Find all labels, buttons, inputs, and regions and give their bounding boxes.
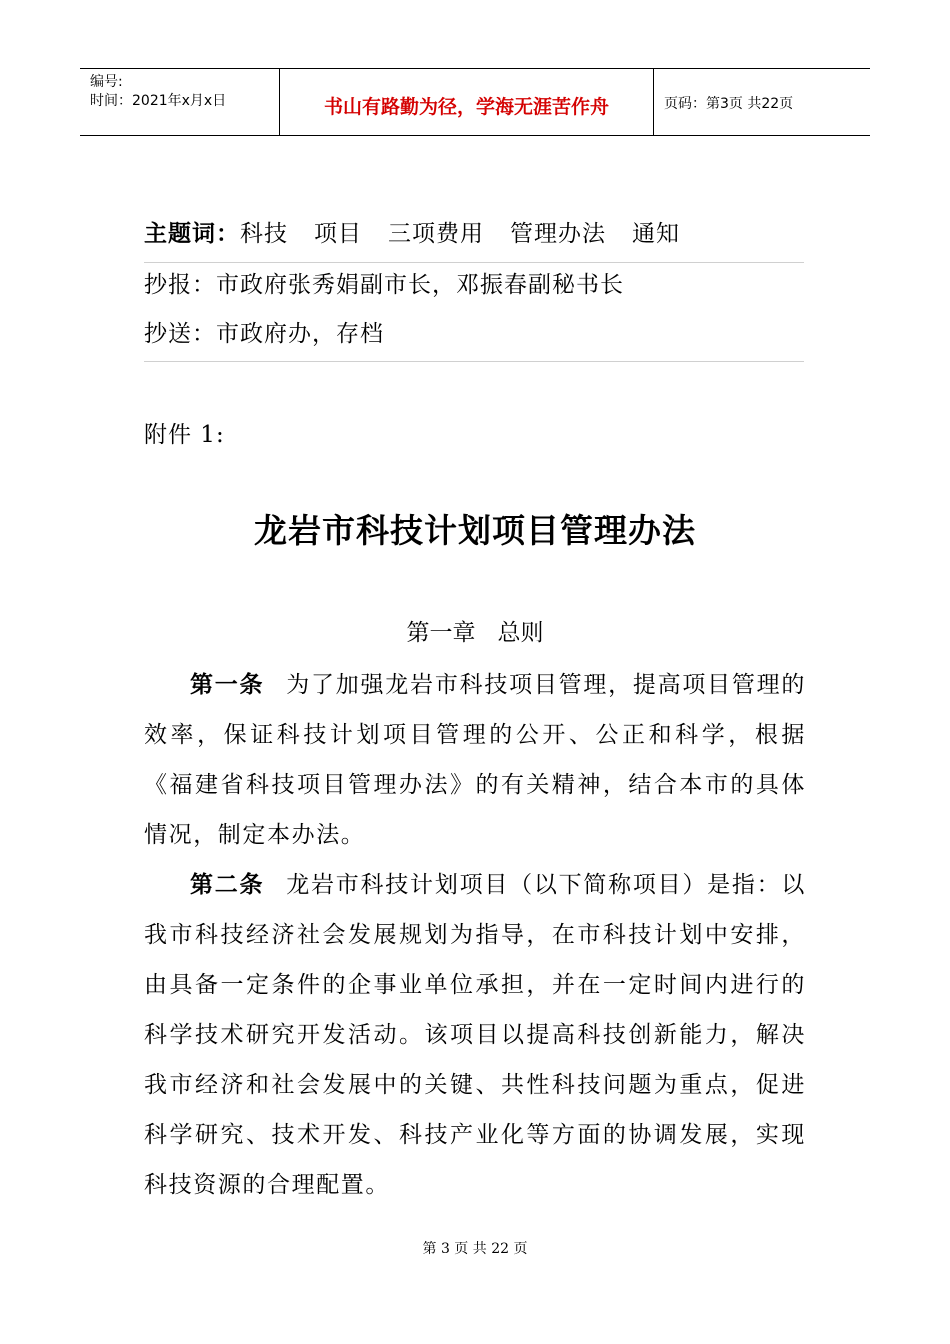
article-label: 第二条 [190, 872, 265, 898]
page-info-text: 页码：第3页 共22页 [664, 96, 794, 112]
chapter-name: 总则 [497, 620, 544, 646]
copy-to-line [144, 312, 804, 356]
copy-to-text: 抄送：市政府办，存档 [144, 321, 384, 347]
chapter-number: 第一章 [406, 620, 476, 646]
article-label: 第一条 [190, 672, 265, 698]
time-label: 时间：2021年x月x日 [90, 93, 227, 109]
serial-number-label: 编号: [90, 74, 123, 90]
report-to-line [144, 262, 804, 306]
article-text: 为了加强龙岩市科技项目管理，提高项目管理的效率，保证科技计划项目管理的公开、公正和科学，根据《福建省科技项目管理办法》的有关精神，结合本市的具体情况，制定本办法。 [144, 672, 806, 848]
meta-divider [144, 361, 804, 362]
motto-text: 书山有路勤为径，学海无涯苦作舟 [323, 95, 609, 118]
article-paragraph [144, 860, 806, 1210]
keywords-line [144, 212, 804, 256]
page-footer [0, 1238, 950, 1258]
footer-page-number: 第 3 页 共 22 页 [422, 1241, 528, 1257]
attachment-label: 附件 1: [144, 422, 225, 448]
document-title: 龙岩市科技计划项目管理办法 [254, 511, 696, 550]
article-text: 龙岩市科技计划项目（以下简称项目）是指：以我市科技经济社会发展规划为指导，在市科技计划中安排，由具备一定条件的企事业单位承担，并在一定时间内进行的科学技术研究开发活动。该项目以提高科技创新能力，解决我市经济和社会发展中的关键、共性科技问题为重点，促进科学研究、技术开发、科技产业化等方面的协调发展，实现科技资源的合理配置。 [144, 872, 806, 1198]
keyword-item: 项目 [314, 221, 362, 247]
article-paragraph [144, 660, 806, 860]
keyword-item: 科技 [240, 221, 288, 247]
chapter-heading [0, 614, 950, 647]
keyword-item: 管理办法 [510, 221, 606, 247]
header-motto [280, 69, 654, 135]
report-to-text: 抄报：市政府张秀娟副市长，邓振春副秘书长 [144, 272, 624, 298]
keyword-item: 通知 [632, 221, 680, 247]
keywords-label: 主题词： [144, 221, 240, 247]
header-info-cell [80, 69, 280, 135]
header-page-info [654, 69, 870, 135]
document-body [144, 660, 806, 1210]
keyword-item: 三项费用 [388, 221, 484, 247]
page-header [80, 68, 870, 136]
